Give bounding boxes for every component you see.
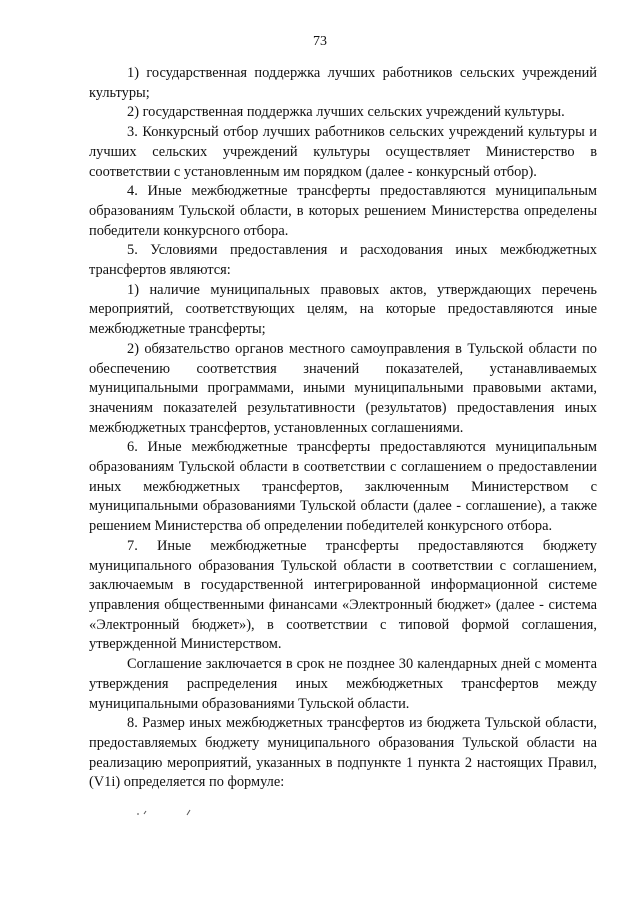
paragraph-4: 4. Иные межбюджетные трансферты предоставляются муниципальным образованиям Тульской области, в которых решением Министерства определены победители конкурсного отбора. (89, 183, 597, 239)
paragraph-1: 1) государственная поддержка лучших работников сельских учреждений культуры; (89, 65, 597, 101)
paragraph-5: 5. Условиями предоставления и расходования иных межбюджетных трансфертов являются: (89, 242, 597, 279)
paragraph-10: Соглашение заключается в срок не позднее 30 календарных дней с момента утверждения распределения иных межбюджетных трансфертов между муниципальными образованиями Тульской области. (89, 656, 597, 712)
document-body (89, 64, 597, 793)
paragraph-9: 7. Иные межбюджетные трансферты предоставляются бюджету муниципального образования Тульской области в соответствии с соглашением, заключаемым в государственной интегрированной информационной системе управления общественными финансами «Электронный бюджет» (далее - система «Электронный бюджет»), в соответствии с типовой формой соглашения, утвержденной Министерством. (89, 537, 597, 653)
paragraph-2: 2) государственная поддержка лучших сельских учреждений культуры. (127, 104, 565, 121)
page-number: 73 (313, 34, 327, 49)
paragraph-8: 6. Иные межбюджетные трансферты предоставляются муниципальным образованиям Тульской области в соответствии с соглашением о предоставлении иных межбюджетных трансфертов, заключенным Министерством с муниципальными образованиями Тульской области (далее - соглашение), а также решением Министерства об определении победителей конкурсного отбора. (89, 439, 597, 535)
paragraph-11: 8. Размер иных межбюджетных трансфертов из бюджета Тульской области, предоставляемых бюджету муниципального образования Тульской области на реализацию мероприятий, указанных в подпункте 1 пункта 2 настоящих Правил, (V1i) определяется по формуле: (89, 715, 597, 791)
paragraph-3: 3. Конкурсный отбор лучших работников сельских учреждений культуры и лучших сельских учреждений культуры осуществляет Министерство в соответствии с установленным им порядком (далее - конкурсный отбор). (89, 124, 597, 180)
paragraph-6: 1) наличие муниципальных правовых актов, утверждающих перечень мероприятий, соответствующих целям, на которые предоставляются иные межбюджетные трансферты; (89, 281, 597, 338)
paragraph-7: 2) обязательство органов местного самоуправления в Тульской области по обеспечению соответствия значений показателей, устанавливаемых муниципальными программами, иными муниципальными правовыми актами, значениям показателей результативности (результатов) предоставления иных межбюджетных трансфертов, установленных соглашениями. (89, 340, 597, 436)
scan-artifact-mark (132, 808, 202, 818)
